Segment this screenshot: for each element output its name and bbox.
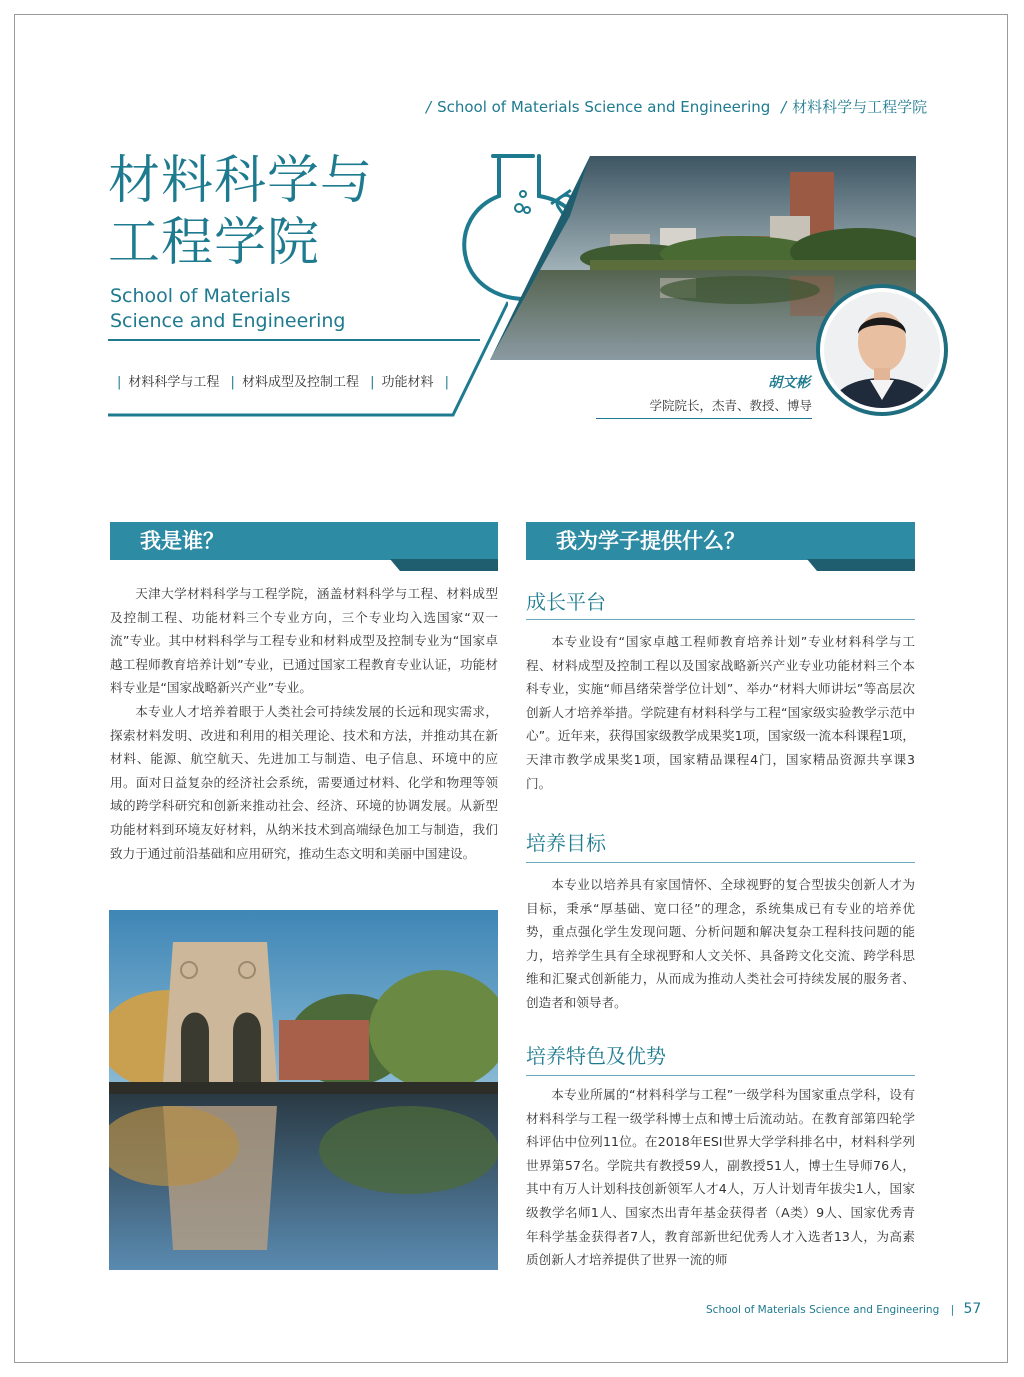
subsection-text	[526, 1083, 915, 1271]
subsection-paragraph: 本专业所属的“材料科学与工程”一级学科为国家重点学科，设有材料科学与工程一级学科博士点和博士后流动站。在教育部第四轮学科评估中位列11位。在2018年ESI世界大学学科排名中，材料科学列世界第57名。学院共有教授59人，副教授51人，博士生导师76人，其中有万人计划科技创新领军人才4人，万人计划青年拔尖1人，国家级教学名师1人、国家杰出青年基金获得者（A类）9人、国家优秀青年科学基金获得者7人，教育部新世纪优秀人才入选者13人，为高素质创新人才培养提供了世界一流的师	[526, 1087, 915, 1268]
header-tab	[807, 559, 915, 573]
subtitle-line-2: Science and Engineering	[110, 310, 346, 332]
title-line-1: 材料科学与	[108, 151, 374, 211]
subsection-divider	[526, 619, 915, 620]
offer-heading: 我为学子提供什么？	[556, 529, 745, 553]
subsection-divider	[526, 862, 915, 863]
subsection-text	[526, 873, 915, 1015]
footer-label: School of Materials Science and Engineering	[706, 1304, 940, 1316]
subsection-title: 培养特色及优势	[526, 1044, 666, 1068]
page-footer: School of Materials Science and Engineering | 57	[706, 1301, 982, 1317]
header-en: School of Materials Science and Engineering	[437, 98, 771, 116]
subsection-divider	[526, 1075, 915, 1076]
who-text	[110, 582, 498, 865]
subsection-title: 成长平台	[526, 590, 606, 614]
header-cn: 材料科学与工程学院	[792, 98, 928, 116]
dean-name: 胡文彬	[768, 375, 810, 391]
subsection-text	[526, 630, 915, 795]
subsection-paragraph: 本专业设有“国家卓越工程师教育培养计划”专业材料科学与工程、材料成型及控制工程以及国家战略新兴产业专业功能材料三个本科专业，实施“师昌绪荣誉学位计划”、举办“材料大师讲坛”等高层次创新人才培养举措。学院建有材料科学与工程“国家级实验教学示范中心”。近年来，获得国家级教学成果奖1项，国家级一流本科课程1项，天津市教学成果奖1项，国家精品课程4门，国家精品资源共享课3门。	[526, 634, 915, 791]
header-tab	[390, 559, 498, 573]
subsection-title: 培养目标	[526, 831, 606, 855]
major-item: 功能材料	[381, 375, 434, 390]
majors-list: | 材料科学与工程 | 材料成型及控制工程 | 功能材料 |	[117, 375, 450, 390]
dean-portrait	[816, 284, 948, 416]
header-breadcrumb: / School of Materials Science and Engineering / 材料科学与工程学院	[426, 98, 928, 116]
page-number: 57	[963, 1301, 982, 1317]
major-item: 材料科学与工程	[128, 375, 220, 390]
who-paragraph-2: 本专业人才培养着眼于人类社会可持续发展的长远和现实需求，探索材料发明、改进和利用的相关理论、技术和方法，并推动其在新材料、能源、航空航天、先进加工与制造、电子信息、环境中的应用。面对日益复杂的经济社会系统，需要通过材料、化学和物理等领域的跨学科研究和创新来推动社会、经济、环境的协调发展。从新型功能材料到环境友好材料，从纳米技术到高端绿色加工与制造，我们致力于通过前沿基础和应用研究，推动生态文明和美丽中国建设。	[110, 703, 498, 861]
major-item: 材料成型及控制工程	[241, 375, 359, 390]
section-header-who	[110, 522, 498, 560]
dean-title: 学院院长，杰青、教授、博导	[649, 398, 812, 413]
subtitle-line-1: School of Materials	[110, 285, 291, 307]
dean-divider	[596, 418, 812, 419]
who-heading: 我是谁？	[140, 529, 224, 553]
section-header-offer	[526, 522, 915, 560]
campus-gate-photo	[109, 910, 498, 1270]
who-paragraph-1: 天津大学材料科学与工程学院，涵盖材料科学与工程、材料成型及控制工程、功能材料三个专业方向，三个专业均入选国家“双一流”专业。其中材料科学与工程专业和材料成型及控制专业为“国家卓越工程师教育培养计划”专业，已通过国家工程教育专业认证，功能材料专业是“国家战略新兴产业”专业。	[110, 586, 498, 696]
title-panel-outline	[108, 300, 508, 422]
page-title	[108, 150, 373, 274]
title-line-2: 工程学院	[108, 213, 321, 273]
subsection-paragraph: 本专业以培养具有家国情怀、全球视野的复合型拔尖创新人才为目标，秉承“厚基础、宽口径”的理念，系统集成已有专业的培养优势，重点强化学生发现问题、分析问题和解决复杂工程科技问题的能力，培养学生具有全球视野和人文关怀、具备跨文化交流、跨学科思维和汇聚式创新能力，从而成为推动人类社会可持续发展的服务者、创造者和领导者。	[526, 877, 915, 1010]
